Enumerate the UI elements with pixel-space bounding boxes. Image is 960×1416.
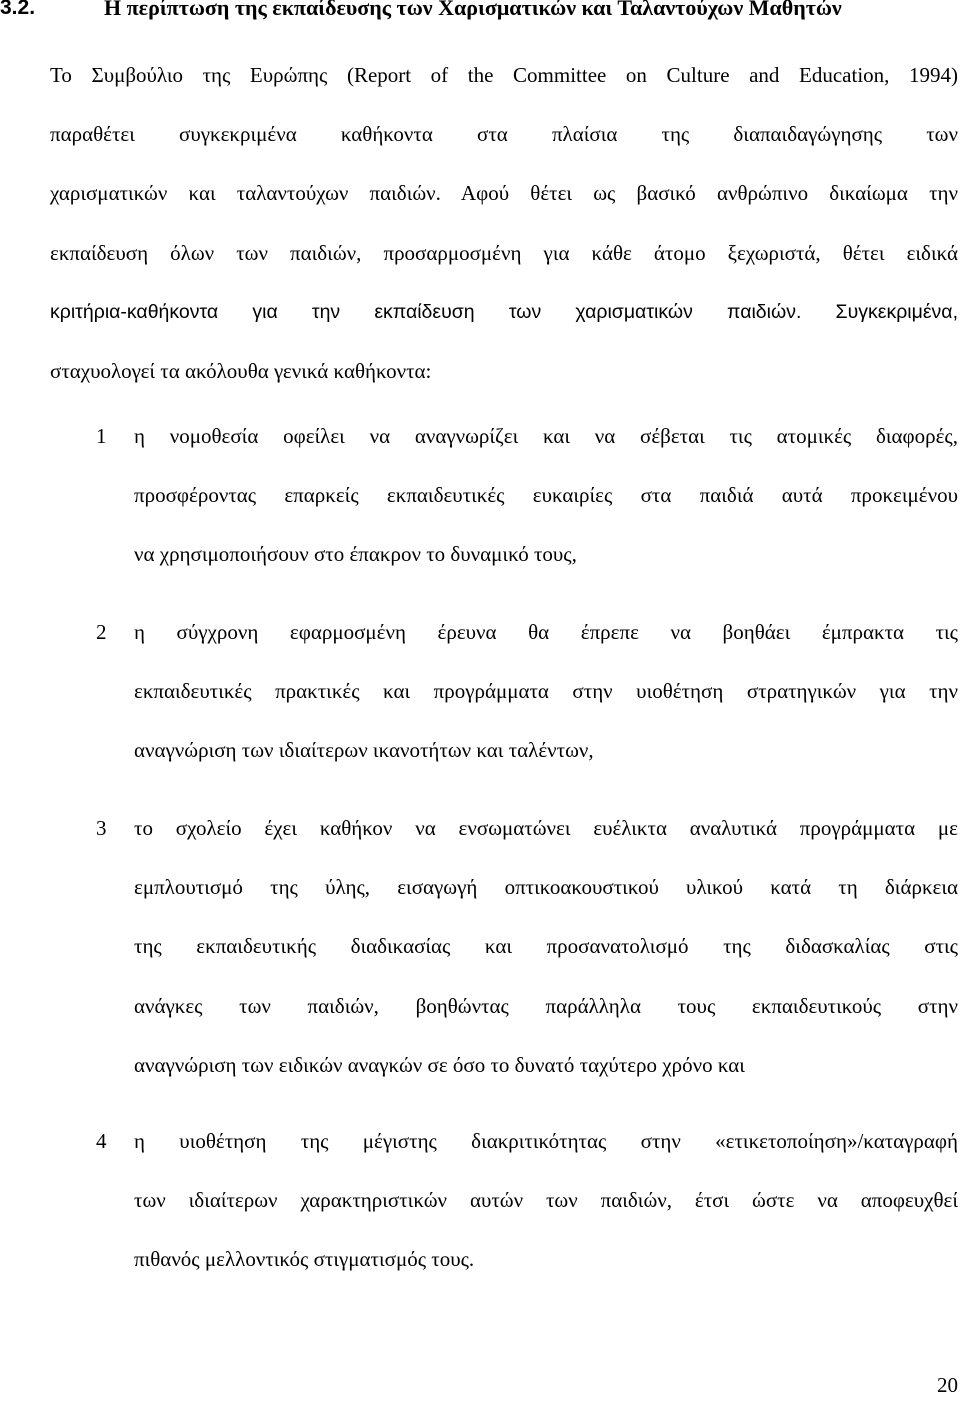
- list-item-line: των ιδιαίτερων χαρακτηριστικών αυτών των παιδιών, έτσι ώστε να αποφευχθεί: [134, 1188, 958, 1213]
- list-item-text: [134, 813, 958, 1109]
- list-item-number: 3: [96, 816, 107, 840]
- list-item-number: 1: [96, 424, 107, 448]
- intro-line: Το Συμβούλιο της Ευρώπης (Report of the Committee on Culture and Education, 1994): [50, 63, 958, 87]
- list-item-text: [134, 617, 958, 795]
- list-item-line: η υιοθέτηση της μέγιστης διακριτικότητας στην «ετικετοποίηση»/καταγραφή: [134, 1129, 958, 1153]
- list-item-line: η σύγχρονη εφαρμοσμένη έρευνα θα έπρεπε να βοηθάει έμπρακτα τις: [134, 620, 958, 644]
- list-item-text: [134, 421, 958, 599]
- list-item-line: το σχολείο έχει καθήκον να ενσωματώνει ευέλικτα αναλυτικά προγράμματα με: [134, 816, 958, 840]
- intro-line: κριτήρια-καθήκοντα για την εκπαίδευση των χαρισματικών παιδιών. Συγκεκριμένα,: [50, 300, 958, 323]
- intro-line: σταχυολογεί τα ακόλουθα γενικά καθήκοντα:: [50, 358, 432, 383]
- section-number: 3.2.: [0, 0, 36, 19]
- intro-line: χαρισματικών και ταλαντούχων παιδιών. Αφού θέτει ως βασικό ανθρώπινο δικαίωμα την: [50, 181, 958, 206]
- list-item-line: η νομοθεσία οφείλει να αναγνωρίζει και να σέβεται τις ατομικές διαφορές,: [134, 424, 958, 448]
- list-item-line: εκπαιδευτικές πρακτικές και προγράμματα στην υιοθέτηση στρατηγικών για την: [134, 679, 958, 704]
- list-item-line: να χρησιμοποιήσουν στο έπακρον το δυναμικό τους,: [134, 542, 577, 567]
- list-item-line: πιθανός μελλοντικός στιγματισμός τους.: [134, 1247, 475, 1272]
- list-item-line: εμπλουτισμό της ύλης, εισαγωγή οπτικοακουστικού υλικού κατά τη διάρκεια: [134, 875, 958, 900]
- list-item-line: αναγνώριση των ιδιαίτερων ικανοτήτων και ταλέντων,: [134, 738, 594, 763]
- section-heading: [0, 0, 960, 30]
- list-item-number: 4: [96, 1129, 107, 1153]
- list-item-line: της εκπαιδευτικής διαδικασίας και προσανατολισμό της διδασκαλίας στις: [134, 934, 958, 959]
- list-item-line: αναγνώριση των ειδικών αναγκών σε όσο το δυνατό ταχύτερο χρόνο και: [134, 1052, 745, 1077]
- intro-paragraph: [50, 60, 958, 415]
- page-number: 20: [937, 1373, 958, 1397]
- section-title: Η περίπτωση της εκπαίδευσης των Χαρισματικών και Ταλαντούχων Μαθητών: [104, 0, 842, 20]
- intro-line: παραθέτει συγκεκριμένα καθήκοντα στα πλαίσια της διαπαιδαγώγησης των: [50, 122, 958, 147]
- list-item-line: ανάγκες των παιδιών, βοηθώντας παράλληλα τους εκπαιδευτικούς στην: [134, 993, 958, 1018]
- list-item-line: προσφέροντας επαρκείς εκπαιδευτικές ευκαιρίες στα παιδιά αυτά προκειμένου: [134, 483, 958, 508]
- list-item-text: [134, 1126, 958, 1304]
- list-item-number: 2: [96, 620, 107, 644]
- intro-line: εκπαίδευση όλων των παιδιών, προσαρμοσμένη για κάθε άτομο ξεχωριστά, θέτει ειδικά: [50, 240, 958, 265]
